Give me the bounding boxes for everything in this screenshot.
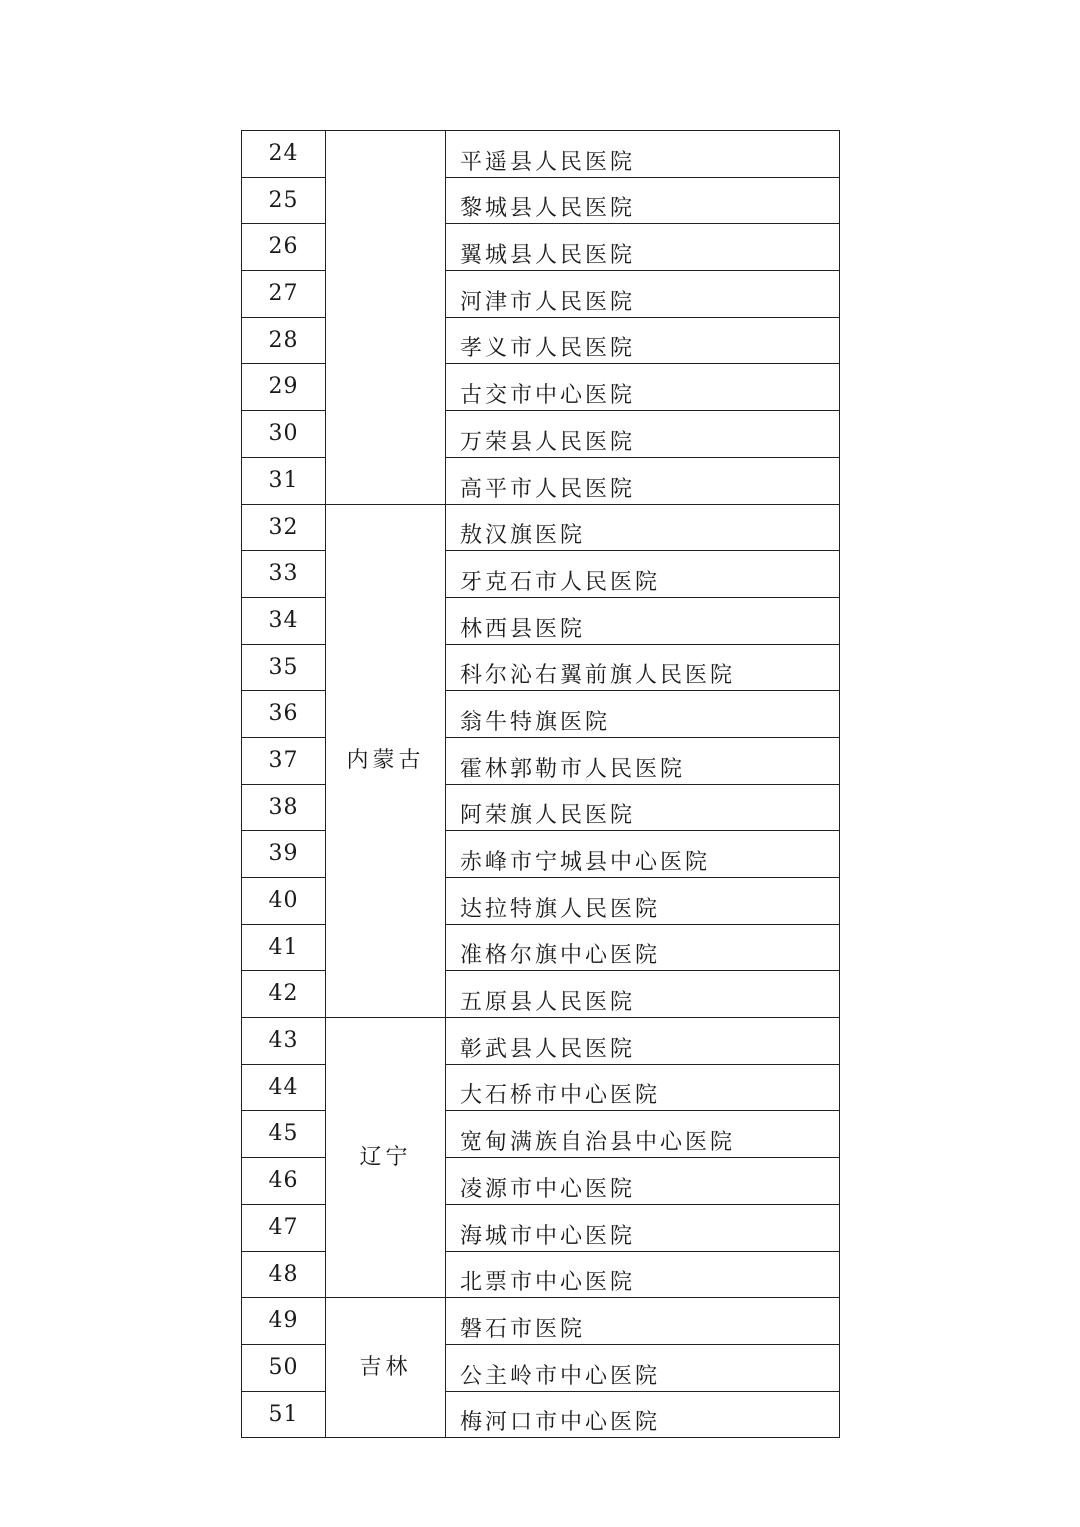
table-row bbox=[242, 131, 840, 178]
hospital-name: 阿荣旗人民医院 bbox=[446, 784, 840, 831]
hospital-name: 孝义市人民医院 bbox=[446, 317, 840, 364]
row-number: 36 bbox=[242, 691, 326, 738]
row-number: 28 bbox=[242, 317, 326, 364]
hospital-name: 翼城县人民医院 bbox=[446, 224, 840, 271]
hospital-name: 翁牛特旗医院 bbox=[446, 691, 840, 738]
row-number: 24 bbox=[242, 131, 326, 178]
hospital-name: 海城市中心医院 bbox=[446, 1204, 840, 1251]
row-number: 41 bbox=[242, 924, 326, 971]
row-number: 46 bbox=[242, 1158, 326, 1205]
row-number: 34 bbox=[242, 597, 326, 644]
province-cell: 辽宁 bbox=[326, 1018, 446, 1298]
hospital-name: 凌源市中心医院 bbox=[446, 1158, 840, 1205]
row-number: 51 bbox=[242, 1391, 326, 1438]
hospital-name: 古交市中心医院 bbox=[446, 364, 840, 411]
row-number: 40 bbox=[242, 878, 326, 925]
hospital-name: 彰武县人民医院 bbox=[446, 1018, 840, 1065]
row-number: 42 bbox=[242, 971, 326, 1018]
row-number: 27 bbox=[242, 271, 326, 318]
hospital-name: 大石桥市中心医院 bbox=[446, 1064, 840, 1111]
row-number: 38 bbox=[242, 784, 326, 831]
row-number: 48 bbox=[242, 1251, 326, 1298]
hospital-name: 河津市人民医院 bbox=[446, 271, 840, 318]
hospital-name: 敖汉旗医院 bbox=[446, 504, 840, 551]
row-number: 26 bbox=[242, 224, 326, 271]
hospital-name: 准格尔旗中心医院 bbox=[446, 924, 840, 971]
hospital-name: 宽甸满族自治县中心医院 bbox=[446, 1111, 840, 1158]
hospital-name: 梅河口市中心医院 bbox=[446, 1391, 840, 1438]
row-number: 25 bbox=[242, 177, 326, 224]
hospital-name: 达拉特旗人民医院 bbox=[446, 878, 840, 925]
hospital-name: 黎城县人民医院 bbox=[446, 177, 840, 224]
row-number: 33 bbox=[242, 551, 326, 598]
row-number: 35 bbox=[242, 644, 326, 691]
hospital-name: 赤峰市宁城县中心医院 bbox=[446, 831, 840, 878]
province-cell bbox=[326, 131, 446, 505]
table-row bbox=[242, 1298, 840, 1345]
row-number: 44 bbox=[242, 1064, 326, 1111]
hospital-name: 高平市人民医院 bbox=[446, 457, 840, 504]
row-number: 39 bbox=[242, 831, 326, 878]
province-cell: 内蒙古 bbox=[326, 504, 446, 1018]
province-cell: 吉林 bbox=[326, 1298, 446, 1438]
table-row bbox=[242, 504, 840, 551]
hospital-name: 牙克石市人民医院 bbox=[446, 551, 840, 598]
hospital-name: 霍林郭勒市人民医院 bbox=[446, 737, 840, 784]
hospital-name: 北票市中心医院 bbox=[446, 1251, 840, 1298]
row-number: 45 bbox=[242, 1111, 326, 1158]
hospital-name: 万荣县人民医院 bbox=[446, 411, 840, 458]
row-number: 50 bbox=[242, 1344, 326, 1391]
hospital-name: 公主岭市中心医院 bbox=[446, 1344, 840, 1391]
row-number: 37 bbox=[242, 737, 326, 784]
hospital-name: 五原县人民医院 bbox=[446, 971, 840, 1018]
row-number: 29 bbox=[242, 364, 326, 411]
table-body bbox=[242, 131, 840, 1438]
hospital-list-table bbox=[241, 130, 840, 1438]
row-number: 49 bbox=[242, 1298, 326, 1345]
hospital-name: 科尔沁右翼前旗人民医院 bbox=[446, 644, 840, 691]
row-number: 30 bbox=[242, 411, 326, 458]
table-row bbox=[242, 1018, 840, 1065]
hospital-name: 平遥县人民医院 bbox=[446, 131, 840, 178]
hospital-name: 磐石市医院 bbox=[446, 1298, 840, 1345]
hospital-name: 林西县医院 bbox=[446, 597, 840, 644]
row-number: 43 bbox=[242, 1018, 326, 1065]
row-number: 31 bbox=[242, 457, 326, 504]
row-number: 47 bbox=[242, 1204, 326, 1251]
row-number: 32 bbox=[242, 504, 326, 551]
